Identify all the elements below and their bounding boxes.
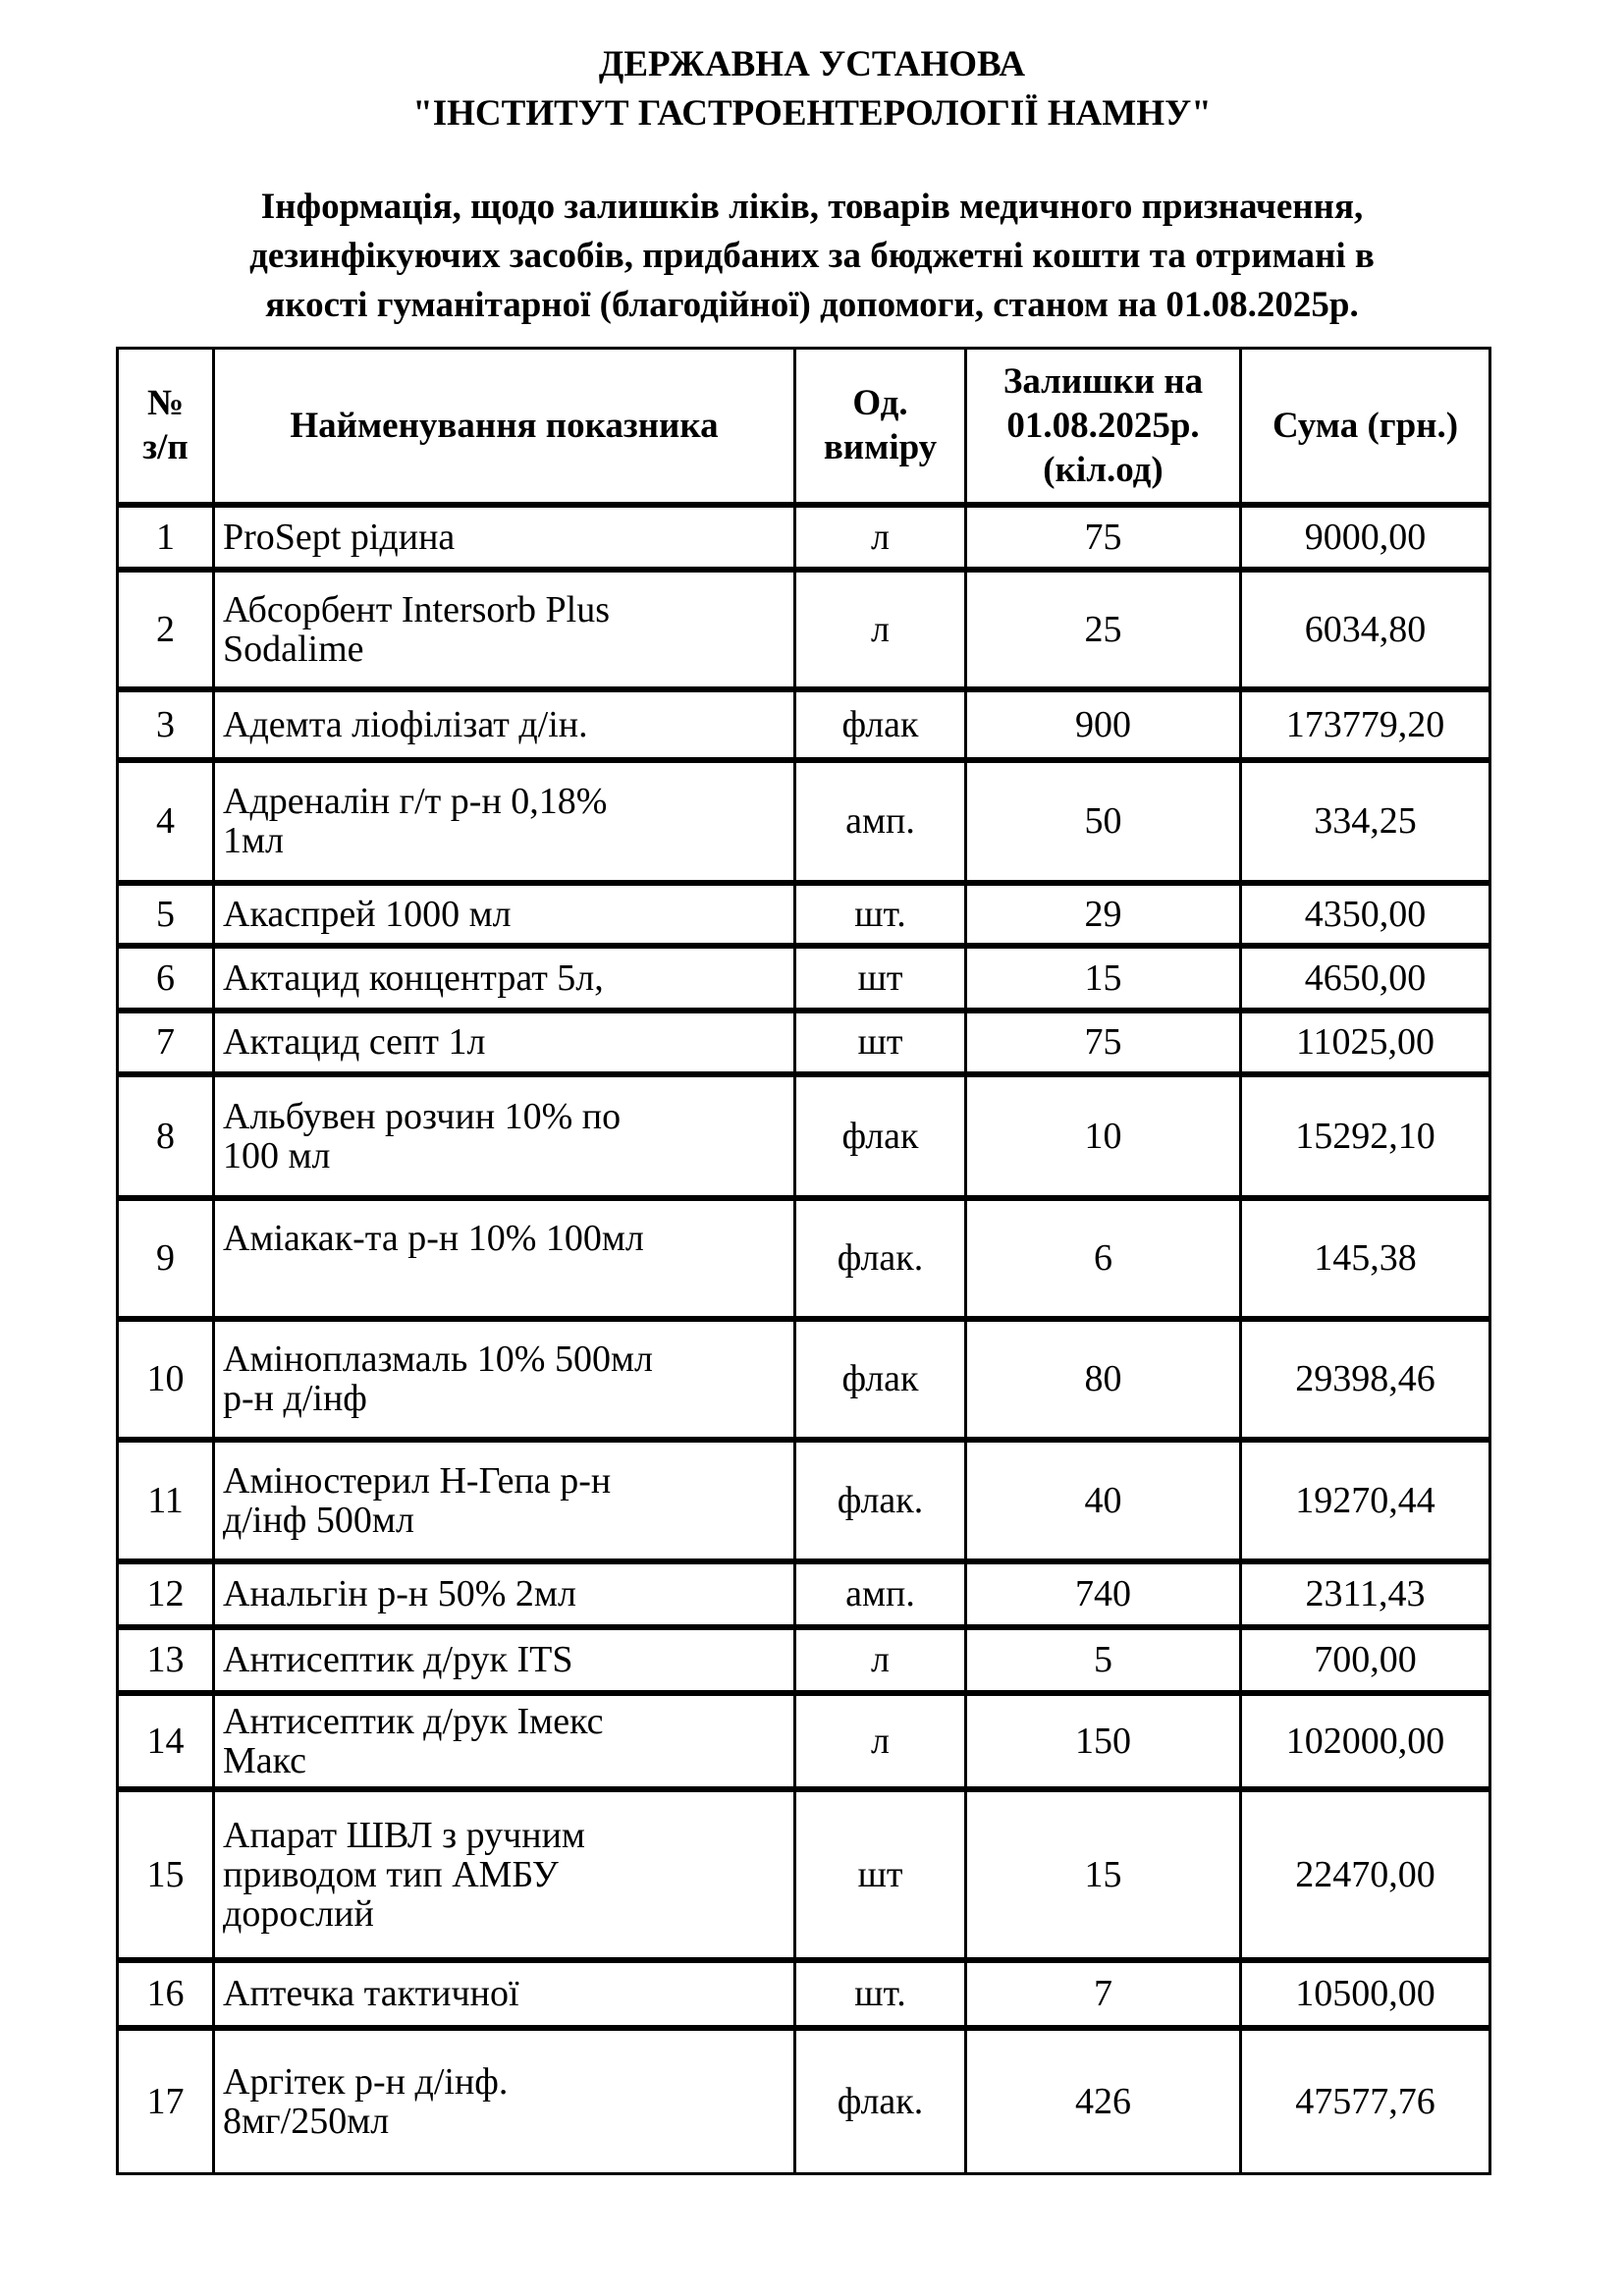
item-quantity: 50 <box>966 760 1241 883</box>
item-name-line: Акаспрей 1000 мл <box>223 893 512 935</box>
table-row <box>118 760 1490 883</box>
row-number: 4 <box>118 760 214 883</box>
item-quantity: 75 <box>966 1011 1241 1074</box>
col-header-quantity-line: 01.08.2025р. <box>1006 405 1200 446</box>
item-unit: л <box>795 570 966 689</box>
item-quantity: 29 <box>966 883 1241 946</box>
item-name-line: Актацид концентрат 5л, <box>223 957 604 999</box>
col-header-sum: Сума (грн.) <box>1241 349 1490 505</box>
item-quantity: 5 <box>966 1627 1241 1693</box>
row-number: 2 <box>118 570 214 689</box>
item-sum: 102000,00 <box>1241 1693 1490 1789</box>
item-quantity: 80 <box>966 1319 1241 1440</box>
item-name-line: р-н д/інф <box>223 1378 367 1419</box>
item-quantity: 900 <box>966 689 1241 760</box>
subtitle-line: Інформація, щодо залишків ліків, товарів медичного призначення, <box>260 187 1364 227</box>
table-row <box>118 1789 1490 1960</box>
item-quantity: 426 <box>966 2028 1241 2174</box>
table-row <box>118 883 1490 946</box>
item-name <box>214 1198 795 1319</box>
item-quantity: 150 <box>966 1693 1241 1789</box>
item-quantity: 10 <box>966 1074 1241 1198</box>
item-quantity: 15 <box>966 1789 1241 1960</box>
row-number: 11 <box>118 1440 214 1561</box>
item-quantity: 7 <box>966 1960 1241 2028</box>
table-row <box>118 1627 1490 1693</box>
item-name-line: Альбувен розчин 10% по <box>223 1095 622 1137</box>
item-unit: шт <box>795 946 966 1011</box>
item-unit: шт <box>795 1011 966 1074</box>
item-unit: флак. <box>795 1440 966 1561</box>
item-name <box>214 1319 795 1440</box>
col-header-unit <box>795 349 966 505</box>
col-header-quantity <box>966 349 1241 505</box>
row-number: 17 <box>118 2028 214 2174</box>
col-header-quantity-line: Залишки на <box>1002 360 1204 402</box>
table-row <box>118 1011 1490 1074</box>
col-header-unit-line: виміру <box>823 427 938 468</box>
table-body <box>118 505 1490 2174</box>
col-header-number-line: з/п <box>142 427 189 468</box>
item-sum: 29398,46 <box>1241 1319 1490 1440</box>
item-quantity: 40 <box>966 1440 1241 1561</box>
subtitle-line: якості гуманітарної (благодійної) допомоги, станом на 01.08.2025р. <box>265 285 1359 325</box>
row-number: 3 <box>118 689 214 760</box>
item-sum: 145,38 <box>1241 1198 1490 1319</box>
item-name <box>214 2028 795 2174</box>
item-quantity: 6 <box>966 1198 1241 1319</box>
table-row <box>118 1074 1490 1198</box>
item-sum: 10500,00 <box>1241 1960 1490 2028</box>
row-number: 10 <box>118 1319 214 1440</box>
subtitle-line: дезинфікуючих засобів, придбаних за бюджетні кошти та отримані в <box>249 236 1375 276</box>
item-unit: л <box>795 505 966 570</box>
item-name <box>214 1960 795 2028</box>
table-row <box>118 2028 1490 2174</box>
item-name-line: Антисептик д/рук ITS <box>223 1639 573 1680</box>
item-quantity: 15 <box>966 946 1241 1011</box>
item-unit: амп. <box>795 760 966 883</box>
item-unit: флак <box>795 689 966 760</box>
item-quantity: 75 <box>966 505 1241 570</box>
item-name-line: ProSept рідина <box>223 516 456 558</box>
item-name <box>214 1627 795 1693</box>
item-sum: 4350,00 <box>1241 883 1490 946</box>
item-unit: флак <box>795 1074 966 1198</box>
item-name <box>214 1440 795 1561</box>
row-number: 15 <box>118 1789 214 1960</box>
item-name-line: Антисептик д/рук Імекс <box>223 1700 604 1742</box>
item-quantity: 25 <box>966 570 1241 689</box>
organization-type: ДЕРЖАВНА УСТАНОВА <box>598 44 1026 84</box>
item-name-line: дорослий <box>223 1892 374 1935</box>
item-name-line: Аміностерил Н-Гепа р-н <box>223 1459 612 1502</box>
item-sum: 4650,00 <box>1241 946 1490 1011</box>
table-row <box>118 1960 1490 2028</box>
table-row <box>118 1198 1490 1319</box>
col-header-number-line: № <box>146 383 185 424</box>
item-name-line: Адемта ліофілізат д/ін. <box>223 703 588 745</box>
row-number: 6 <box>118 946 214 1011</box>
row-number: 5 <box>118 883 214 946</box>
item-unit: флак. <box>795 2028 966 2174</box>
table-row <box>118 1561 1490 1627</box>
item-name-line: Анальгін р-н 50% 2мл <box>223 1573 576 1614</box>
row-number: 7 <box>118 1011 214 1074</box>
item-sum: 22470,00 <box>1241 1789 1490 1960</box>
item-unit: л <box>795 1693 966 1789</box>
item-name-line: Абсорбент Intersorb Plus <box>223 588 611 630</box>
table-row <box>118 946 1490 1011</box>
item-unit: шт. <box>795 1960 966 2028</box>
row-number: 14 <box>118 1693 214 1789</box>
item-name <box>214 689 795 760</box>
item-sum: 173779,20 <box>1241 689 1490 760</box>
item-unit: амп. <box>795 1561 966 1627</box>
table-header-row <box>118 349 1490 505</box>
table-row <box>118 1319 1490 1440</box>
item-sum: 11025,00 <box>1241 1011 1490 1074</box>
inventory-table <box>116 347 1491 2175</box>
item-sum: 334,25 <box>1241 760 1490 883</box>
item-name <box>214 883 795 946</box>
item-unit: л <box>795 1627 966 1693</box>
document-subtitle <box>0 183 1624 330</box>
item-name-line: Аргітек р-н д/інф. <box>223 2060 509 2103</box>
row-number: 13 <box>118 1627 214 1693</box>
item-name-line: Аміакак-та р-н 10% 100мл <box>223 1218 644 1259</box>
item-name <box>214 1011 795 1074</box>
table-row <box>118 1440 1490 1561</box>
table-row <box>118 505 1490 570</box>
item-name-line <box>223 1258 787 1297</box>
item-name-line: Аміноплазмаль 10% 500мл <box>223 1339 653 1380</box>
item-name <box>214 1074 795 1198</box>
item-sum: 19270,44 <box>1241 1440 1490 1561</box>
row-number: 9 <box>118 1198 214 1319</box>
item-sum: 15292,10 <box>1241 1074 1490 1198</box>
item-name-line: Адреналін г/т р-н 0,18% <box>223 781 608 822</box>
item-unit: флак <box>795 1319 966 1440</box>
item-sum: 700,00 <box>1241 1627 1490 1693</box>
item-name <box>214 505 795 570</box>
item-name-line: д/інф 500мл <box>223 1499 414 1541</box>
item-name <box>214 570 795 689</box>
item-sum: 9000,00 <box>1241 505 1490 570</box>
item-name-line: Апарат ШВЛ з ручним <box>223 1814 585 1856</box>
item-name <box>214 1693 795 1789</box>
item-name <box>214 1561 795 1627</box>
item-unit: шт <box>795 1789 966 1960</box>
col-header-unit-line: Од. <box>852 383 908 424</box>
item-name-line: Актацид септ 1л <box>223 1021 486 1063</box>
item-name-line: Макс <box>223 1739 307 1781</box>
item-quantity: 740 <box>966 1561 1241 1627</box>
table-row <box>118 1693 1490 1789</box>
item-sum: 47577,76 <box>1241 2028 1490 2174</box>
row-number: 16 <box>118 1960 214 2028</box>
item-name-line: 100 мл <box>223 1134 331 1176</box>
item-name <box>214 1789 795 1960</box>
item-name <box>214 946 795 1011</box>
col-header-number <box>118 349 214 505</box>
col-header-name: Найменування показника <box>214 349 795 505</box>
organization-name: "ІНСТИТУТ ГАСТРОЕНТЕРОЛОГІЇ НАМНУ" <box>412 93 1212 134</box>
row-number: 1 <box>118 505 214 570</box>
item-name-line: приводом тип АМБУ <box>223 1853 559 1895</box>
item-sum: 2311,43 <box>1241 1561 1490 1627</box>
item-name-line: 8мг/250мл <box>223 2100 390 2142</box>
table-row <box>118 689 1490 760</box>
item-name <box>214 760 795 883</box>
item-name-line: Sodalime <box>223 628 364 670</box>
table-row <box>118 570 1490 689</box>
row-number: 8 <box>118 1074 214 1198</box>
row-number: 12 <box>118 1561 214 1627</box>
item-name-line: 1мл <box>223 820 285 861</box>
item-unit: шт. <box>795 883 966 946</box>
item-sum: 6034,80 <box>1241 570 1490 689</box>
col-header-quantity-line: (кіл.од) <box>1043 449 1164 490</box>
item-unit: флак. <box>795 1198 966 1319</box>
item-name-line: Аптечка тактичної <box>223 1973 519 2014</box>
